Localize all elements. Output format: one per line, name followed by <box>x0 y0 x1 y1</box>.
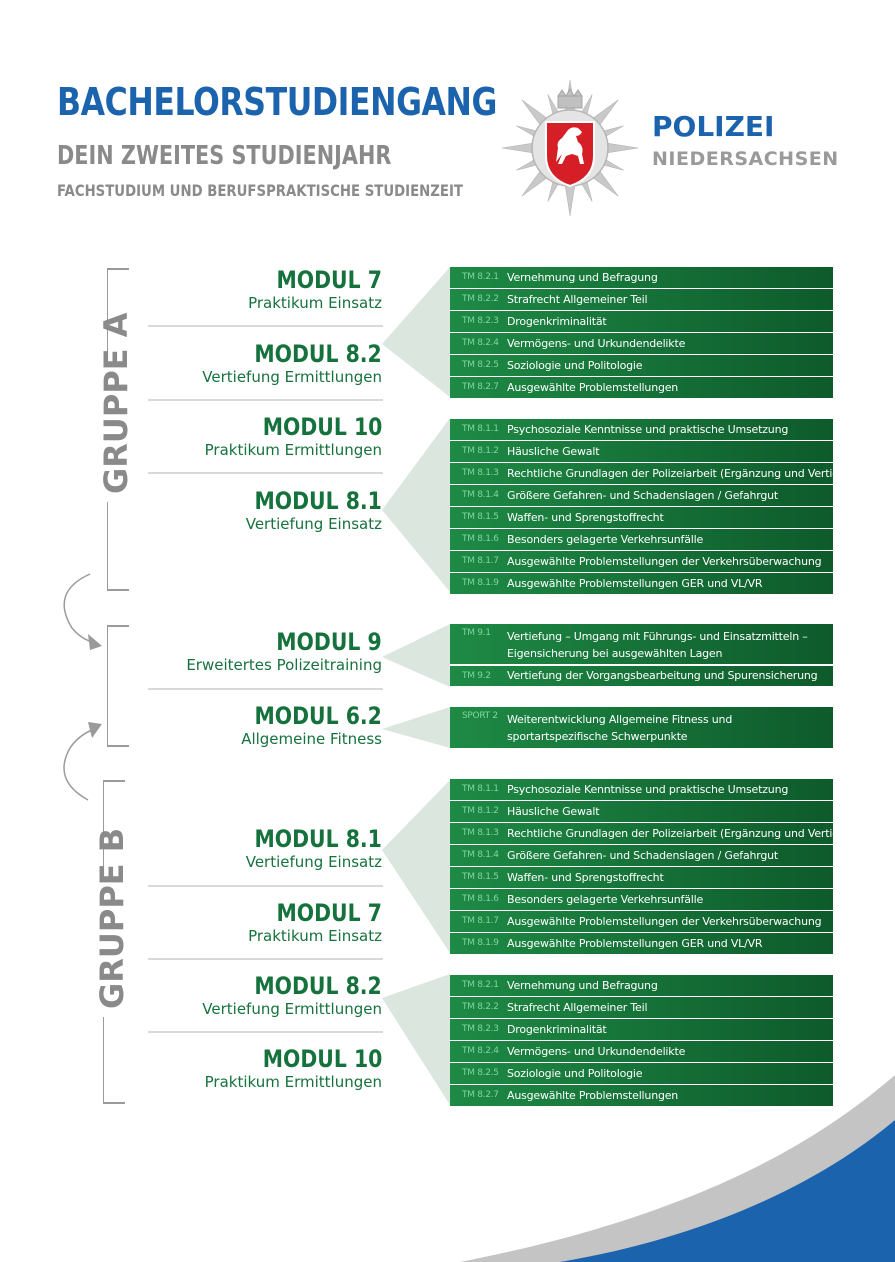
topic-label: Ausgewählte Problemstellungen <box>507 380 679 394</box>
group-b-label: GRUPPE B <box>93 871 131 1017</box>
topic-code: TM 8.2.4 <box>462 1046 499 1057</box>
topic-label: Psychosoziale Kenntnisse und praktische Umsetzung <box>507 422 789 436</box>
topic-label: Vertiefung der Vorgangsbearbeitung und Spurensicherung <box>507 669 818 683</box>
topic-code: TM 8.1.4 <box>462 850 499 861</box>
topic-label: Waffen- und Sprengstoffrecht <box>507 510 664 524</box>
topic-label: Vertiefung – Umgang mit Führungs- und Einsatzmitteln – Eigensicherung bei ausgewählten Lagen <box>507 630 808 660</box>
module-title: MODUL 7 <box>276 266 382 294</box>
topic-label: Häusliche Gewalt <box>507 444 600 458</box>
page-title: BACHELORSTUDIENGANG <box>57 80 498 124</box>
topic-code: TM 8.2.1 <box>462 980 499 991</box>
topic-code: TM 8.1.1 <box>462 784 499 795</box>
topic-label: Vernehmung und Befragung <box>507 978 658 992</box>
topic-code: TM 8.1.4 <box>462 490 499 501</box>
topic-code: TM 8.2.5 <box>462 1068 499 1079</box>
topic-label: Ausgewählte Problemstellungen der Verkehrsüberwachung <box>507 554 822 568</box>
topic-label: Ausgewählte Problemstellungen der Verkehrsüberwachung <box>507 914 822 928</box>
topic-label: Strafrecht Allgemeiner Teil <box>507 1000 648 1014</box>
topic-label: Drogenkriminalität <box>507 314 607 328</box>
topic-code: TM 8.2.1 <box>462 272 499 283</box>
module-title: MODUL 7 <box>276 899 382 927</box>
group-a-label: GRUPPE A <box>97 356 135 502</box>
topic-label: Strafrecht Allgemeiner Teil <box>507 292 648 306</box>
topic-label: Rechtliche Grundlagen der Polizeiarbeit (Ergänzung und Vertiefung) <box>507 826 867 840</box>
topic-code: TM 8.1.6 <box>462 894 499 905</box>
module-subtitle: Vertiefung Ermittlungen <box>202 368 382 386</box>
module-subtitle: Vertiefung Ermittlungen <box>202 1000 382 1018</box>
module-subtitle: Praktikum Ermittlungen <box>204 441 382 459</box>
topic-code: TM 8.2.2 <box>462 294 499 305</box>
topic-code: TM 8.1.6 <box>462 534 499 545</box>
module-title: MODUL 8.1 <box>254 487 382 515</box>
module-subtitle: Praktikum Einsatz <box>248 294 382 312</box>
topic-code: TM 8.1.3 <box>462 828 499 839</box>
module-title: MODUL 8.2 <box>254 972 382 1000</box>
topic-code: TM 8.1.5 <box>462 872 499 883</box>
topic-code: TM 8.2.4 <box>462 338 499 349</box>
topic-code: TM 9.2 <box>462 670 491 681</box>
topic-code: TM 9.1 <box>462 628 491 638</box>
topic-label: Rechtliche Grundlagen der Polizeiarbeit (Ergänzung und Vertiefung) <box>507 466 867 480</box>
topic-code: SPORT 2 <box>462 711 498 721</box>
topic-code: TM 8.2.3 <box>462 1024 499 1035</box>
topic-code: TM 8.1.9 <box>462 578 499 589</box>
topic-code: TM 8.1.2 <box>462 446 499 457</box>
topic-code: TM 8.2.3 <box>462 316 499 327</box>
topic-label: Größere Gefahren- und Schadenslagen / Gefahrgut <box>507 848 779 862</box>
topic-label: Ausgewählte Problemstellungen GER und VL/VR <box>507 576 763 590</box>
module-title: MODUL 10 <box>262 413 382 441</box>
topic-label: Weiterentwicklung Allgemeine Fitness und sportartspezifische Schwerpunkte <box>507 713 733 743</box>
module-subtitle: Vertiefung Einsatz <box>245 515 382 533</box>
topic-code: TM 8.1.7 <box>462 916 499 927</box>
topic-label: Häusliche Gewalt <box>507 804 600 818</box>
topic-code: TM 8.2.7 <box>462 382 499 393</box>
brand-region: NIEDERSACHSEN <box>652 148 839 170</box>
topic-label: Besonders gelagerte Verkehrsunfälle <box>507 892 704 906</box>
topic-code: TM 8.1.9 <box>462 938 499 949</box>
topic-label: Vernehmung und Befragung <box>507 270 658 284</box>
page-tagline: FACHSTUDIUM UND BERUFSPRAKTISCHE STUDIENZEIT <box>57 181 463 200</box>
module-subtitle: Erweitertes Polizeitraining <box>186 656 382 674</box>
module-title: MODUL 10 <box>262 1045 382 1073</box>
module-subtitle: Praktikum Einsatz <box>248 927 382 945</box>
topic-code: TM 8.2.7 <box>462 1090 499 1101</box>
topic-label: Vermögens- und Urkundendelikte <box>507 1044 686 1058</box>
module-subtitle: Allgemeine Fitness <box>241 730 382 748</box>
brand-name: POLIZEI <box>652 110 775 143</box>
topic-label: Ausgewählte Problemstellungen <box>507 1088 679 1102</box>
topic-label: Größere Gefahren- und Schadenslagen / Gefahrgut <box>507 488 779 502</box>
topic-label: Ausgewählte Problemstellungen GER und VL/VR <box>507 936 763 950</box>
topic-code: TM 8.2.2 <box>462 1002 499 1013</box>
topic-code: TM 8.2.5 <box>462 360 499 371</box>
module-subtitle: Praktikum Ermittlungen <box>204 1073 382 1091</box>
topic-code: TM 8.1.5 <box>462 512 499 523</box>
topic-label: Soziologie und Politologie <box>507 1066 643 1080</box>
topic-label: Besonders gelagerte Verkehrsunfälle <box>507 532 704 546</box>
topic-label: Psychosoziale Kenntnisse und praktische Umsetzung <box>507 782 789 796</box>
topic-code: TM 8.1.1 <box>462 424 499 435</box>
module-title: MODUL 8.1 <box>254 825 382 853</box>
topic-label: Vermögens- und Urkundendelikte <box>507 336 686 350</box>
topic-code: TM 8.1.2 <box>462 806 499 817</box>
topic-label: Waffen- und Sprengstoffrecht <box>507 870 664 884</box>
topic-code: TM 8.1.7 <box>462 556 499 567</box>
module-title: MODUL 9 <box>276 628 382 656</box>
topic-code: TM 8.1.3 <box>462 468 499 479</box>
module-subtitle: Vertiefung Einsatz <box>245 853 382 871</box>
topic-label: Drogenkriminalität <box>507 1022 607 1036</box>
page-subtitle: DEIN ZWEITES STUDIENJAHR <box>57 141 392 171</box>
module-title: MODUL 6.2 <box>254 702 382 730</box>
topic-label: Soziologie und Politologie <box>507 358 643 372</box>
module-title: MODUL 8.2 <box>254 340 382 368</box>
